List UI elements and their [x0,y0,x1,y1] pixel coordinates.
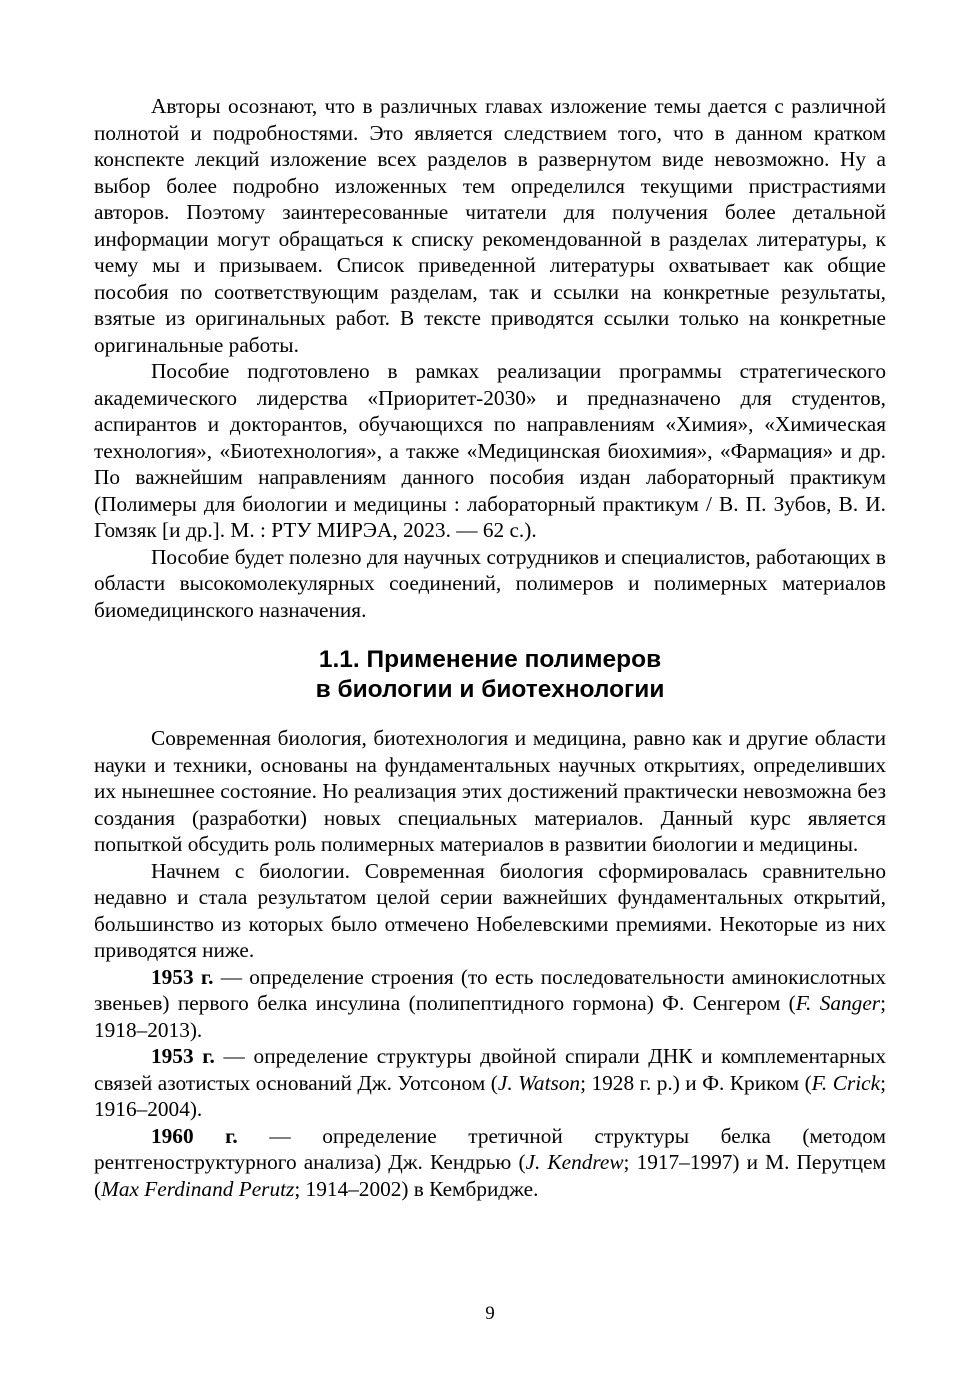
page-number: 9 [485,1303,495,1324]
discovery-entry-1953-sanger [94,964,886,1044]
intro-paragraph-1: Авторы осознают, что в различных главах изложение темы дается с различной полнотой и подробностями. Это является следствием того, что в данном кратком конспекте лекций изложение всех разделов в развернутом виде невозможно. Ну а выбор более подробно изложенных тем определился текущими пристрастиями авторов. Поэтому заинтересованные читатели для получения более детальной информации могут обращаться к списку рекомендованной в разделах литературы, к чему мы и призываем. Список приведенной литературы охватывает как общие пособия по соответствующим разделам, так и ссылки на конкретные результаты, взятые из оригинальных работ. В тексте приводятся ссылки только на конкретные оригинальные работы. [94,94,886,357]
entry-text-end: ; 1914–2002) в Кембридже. [294,1176,539,1201]
entry-year: 1960 г. [151,1123,238,1148]
entry-year: 1953 г. [151,1044,215,1068]
entry-text: — определение строения (то есть последовательности аминокислотных звеньев) первого белка инсулина (полипептидного гормона) Ф. Сенгером ( [94,964,887,1015]
entry-text-mid: ; 1928 г. р.) и Ф. Криком ( [580,1070,812,1095]
section-heading-line-1: 1.1. Применение полимеров [318,646,662,673]
entry-latin-name-2: Max Ferdinand Perutz [101,1176,295,1201]
entry-latin-name-2: F. Crick [811,1070,881,1095]
intro-paragraph-2: Пособие подготовлено в рамках реализации программы стратегического академического лидерства «Приоритет-2030» и предназначено для студентов, аспирантов и докторантов, обучающихся по направлениям «Химия», «Химическая технология», «Биотехнология», а также «Медицинская биохимия», «Фармация» и др. По важнейшим направлениям данного пособия издан лабораторный практикум (Полимеры для биологии и медицины : лабораторный практикум / В. П. Зубов, В. И. Гомзяк [и др.]. М. : РТУ МИРЭА, 2023. — 62 с.). [94,359,886,542]
entry-latin-name: J. Kendrew [525,1150,624,1174]
entry-text-mid: ; 1917–1997) и М. Перутцем ( [94,1150,886,1201]
entry-text: — определение третичной структуры белка (методом рентгеноструктурного анализа) Дж. Кендрью ( [94,1123,886,1174]
section-heading-line-2: в биологии и биотехнологии [315,676,665,703]
section-paragraph-2: Начнем с биологии. Современная биология сформировалась сравнительно недавно и стала результатом целой серии важнейших фундаментальных открытий, большинство из которых было отмечено Нобелевскими премиями. Некоторые из них приводятся ниже. [94,858,886,962]
entry-latin-name: J. Watson [497,1070,581,1095]
entry-text-end: ; 1918–2013). [94,991,886,1042]
section-text-block [94,725,886,1202]
entry-year: 1953 г. [151,964,214,989]
entry-latin-name: F. Sanger [795,991,881,1015]
section-paragraph-1: Современная биология, биотехнология и медицина, равно как и другие области науки и техники, основаны на фундаментальных научных открытиях, определивших их нынешнее состояние. Но реализация этих достижений практически невозможна без создания (разработки) новых специальных материалов. Данный курс является попыткой обсудить роль полимерных материалов в развитии биологии и медицины. [94,726,886,856]
entry-text: — определение структуры двойной спирали ДНК и комплементарных связей азотистых оснований Дж. Уотсоном ( [94,1044,886,1095]
section-heading [94,645,886,705]
discovery-entry-1953-dna [94,1043,886,1123]
intro-text-block [94,93,886,623]
discovery-entry-1960-protein [94,1123,886,1203]
intro-paragraph-3: Пособие будет полезно для научных сотрудников и специалистов, работающих в области высокомолекулярных соединений, полимеров и полимерных материалов биомедицинского назначения. [94,544,886,622]
entry-text-end: ; 1916–2004). [94,1070,886,1121]
